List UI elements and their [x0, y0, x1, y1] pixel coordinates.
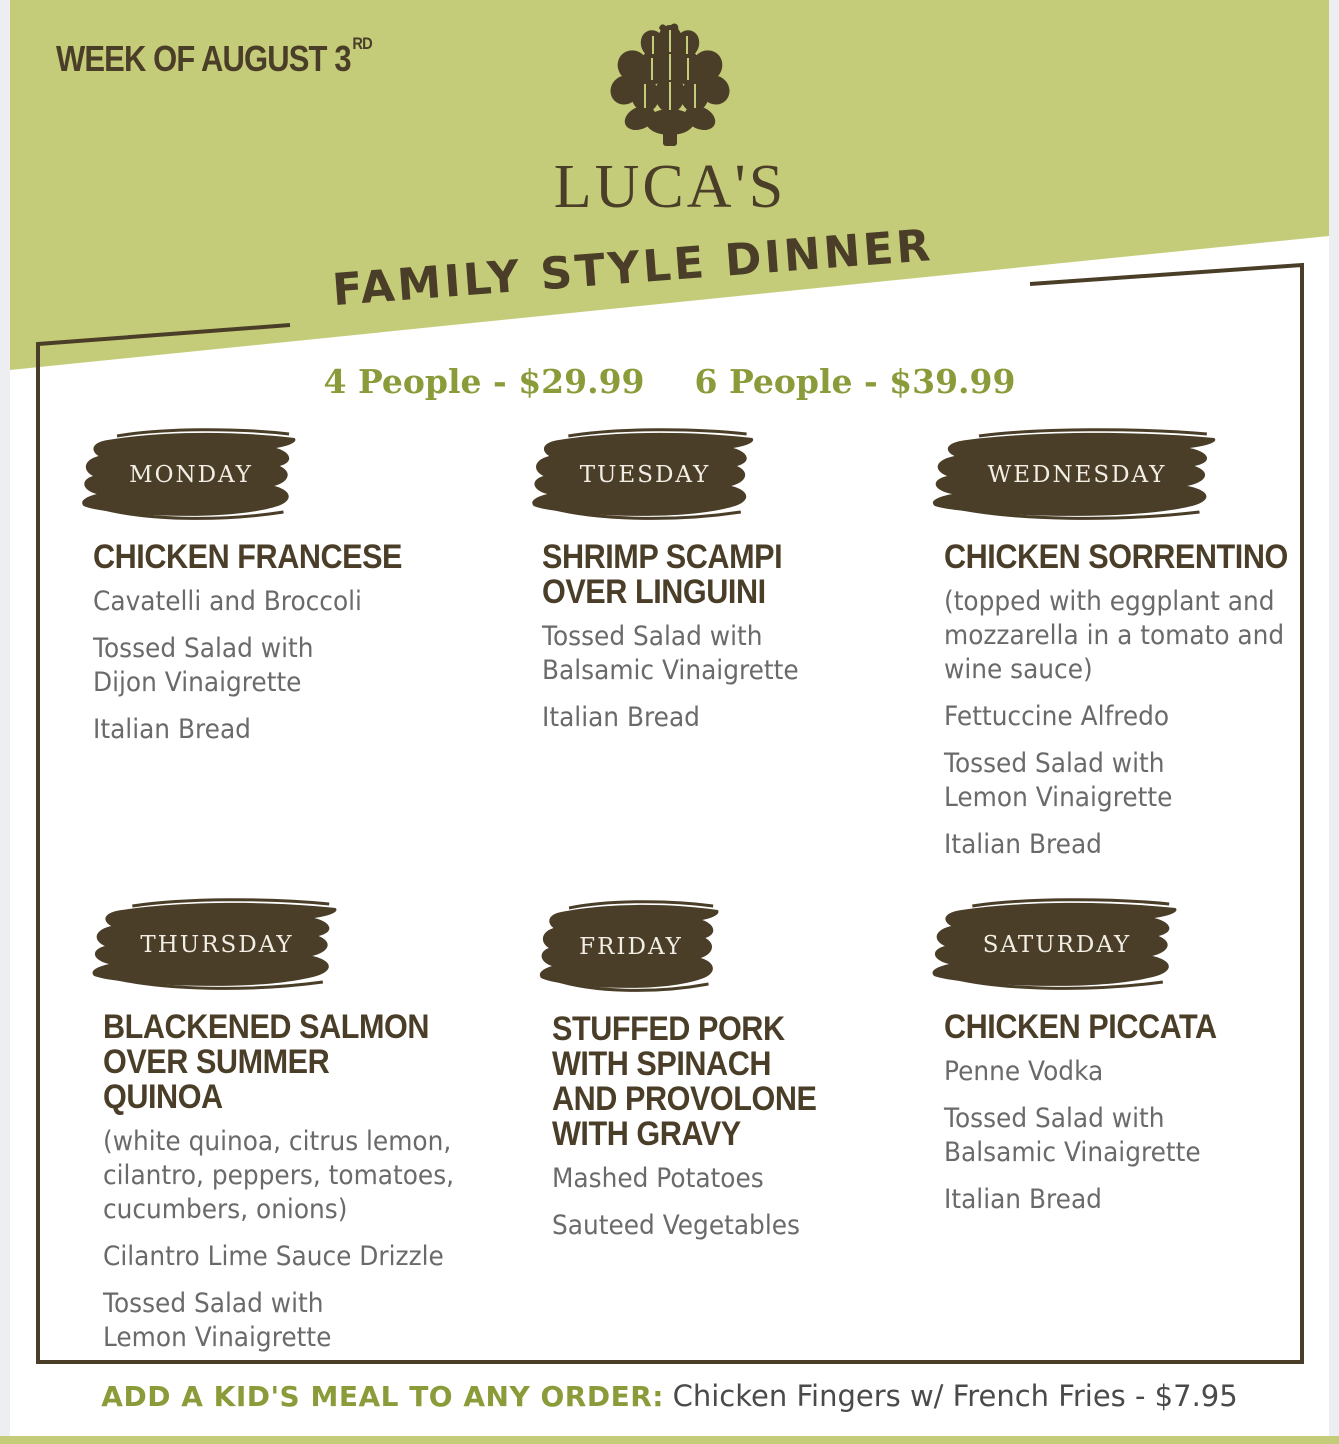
dish-item: Tossed Salad with Balsamic Vinaigrette [944, 1103, 1201, 1168]
day-label: MONDAY [129, 462, 253, 488]
dish-title: STUFFED PORK WITH SPINACH AND PROVOLONE WITH GRAVY [552, 1010, 817, 1153]
dish-item: Fettuccine Alfredo [944, 701, 1170, 732]
kids-meal-line [0, 1378, 1339, 1414]
dish-item: (topped with eggplant and mozzarella in a tomato and wine sauce) [944, 586, 1285, 685]
day-card-monday [80, 428, 440, 760]
dish-title: BLACKENED SALMON OVER SUMMER QUINOA [103, 1008, 429, 1116]
day-badge [80, 428, 302, 524]
day-badge [930, 898, 1184, 994]
day-label: SATURDAY [982, 932, 1132, 958]
dish-item: Sauteed Vegetables [552, 1210, 800, 1241]
dish-item: Cilantro Lime Sauce Drizzle [103, 1241, 444, 1272]
day-card-thursday [90, 898, 455, 1368]
day-card-saturday [930, 898, 1290, 1230]
day-badge [930, 428, 1224, 524]
dish-item: Italian Bread [93, 714, 251, 745]
day-card-wednesday [930, 428, 1290, 875]
dish-title: CHICKEN PICCATA [944, 1008, 1217, 1046]
kids-meal-text: Chicken Fingers w/ French Fries - $7.95 [672, 1379, 1238, 1413]
week-label: WEEK OF AUGUST 3 $^{RD}$ [56, 34, 372, 79]
dish-title: CHICKEN SORRENTINO [944, 538, 1288, 576]
section-title: FAMILY STYLE DINNER [330, 220, 935, 317]
dish-item: Italian Bread [542, 702, 700, 733]
dish-item: Penne Vodka [944, 1056, 1104, 1087]
price-option-6: 6 People - $39.99 [694, 362, 1016, 401]
day-card-friday [538, 900, 898, 1256]
brand-name: LUCA'S [553, 153, 787, 221]
dish-item: Cavatelli and Broccoli [93, 586, 362, 617]
day-card-tuesday [530, 428, 890, 748]
day-label: FRIDAY [579, 934, 683, 960]
price-option-4: 4 People - $29.99 [323, 362, 645, 401]
dish-item: (white quinoa, citrus lemon, cilantro, peppers, tomatoes, cucumbers, onions) [103, 1126, 455, 1225]
dish-title: CHICKEN FRANCESE [93, 538, 403, 576]
day-label: THURSDAY [140, 932, 294, 958]
day-label: TUESDAY [579, 462, 711, 488]
bottom-bar [0, 1436, 1339, 1444]
dish-item: Mashed Potatoes [552, 1163, 764, 1194]
day-badge [530, 428, 760, 524]
artichoke-icon [605, 22, 735, 148]
day-badge [90, 898, 344, 994]
dish-item: Tossed Salad with Lemon Vinaigrette [103, 1288, 332, 1353]
dish-item: Italian Bread [944, 1184, 1102, 1215]
price-options [0, 362, 1339, 401]
dish-title: SHRIMP SCAMPI OVER LINGUINI [542, 538, 783, 611]
dish-item: Tossed Salad with Lemon Vinaigrette [944, 748, 1173, 813]
day-badge [538, 900, 724, 996]
kids-meal-lead: ADD A KID'S MEAL TO ANY ORDER: [101, 1380, 664, 1413]
day-label: WEDNESDAY [987, 462, 1167, 488]
dish-item: Tossed Salad with Balsamic Vinaigrette [542, 621, 799, 686]
dish-item: Tossed Salad with Dijon Vinaigrette [93, 633, 314, 698]
week-label-suffix: RD [352, 34, 372, 53]
dish-item: Italian Bread [944, 829, 1102, 860]
